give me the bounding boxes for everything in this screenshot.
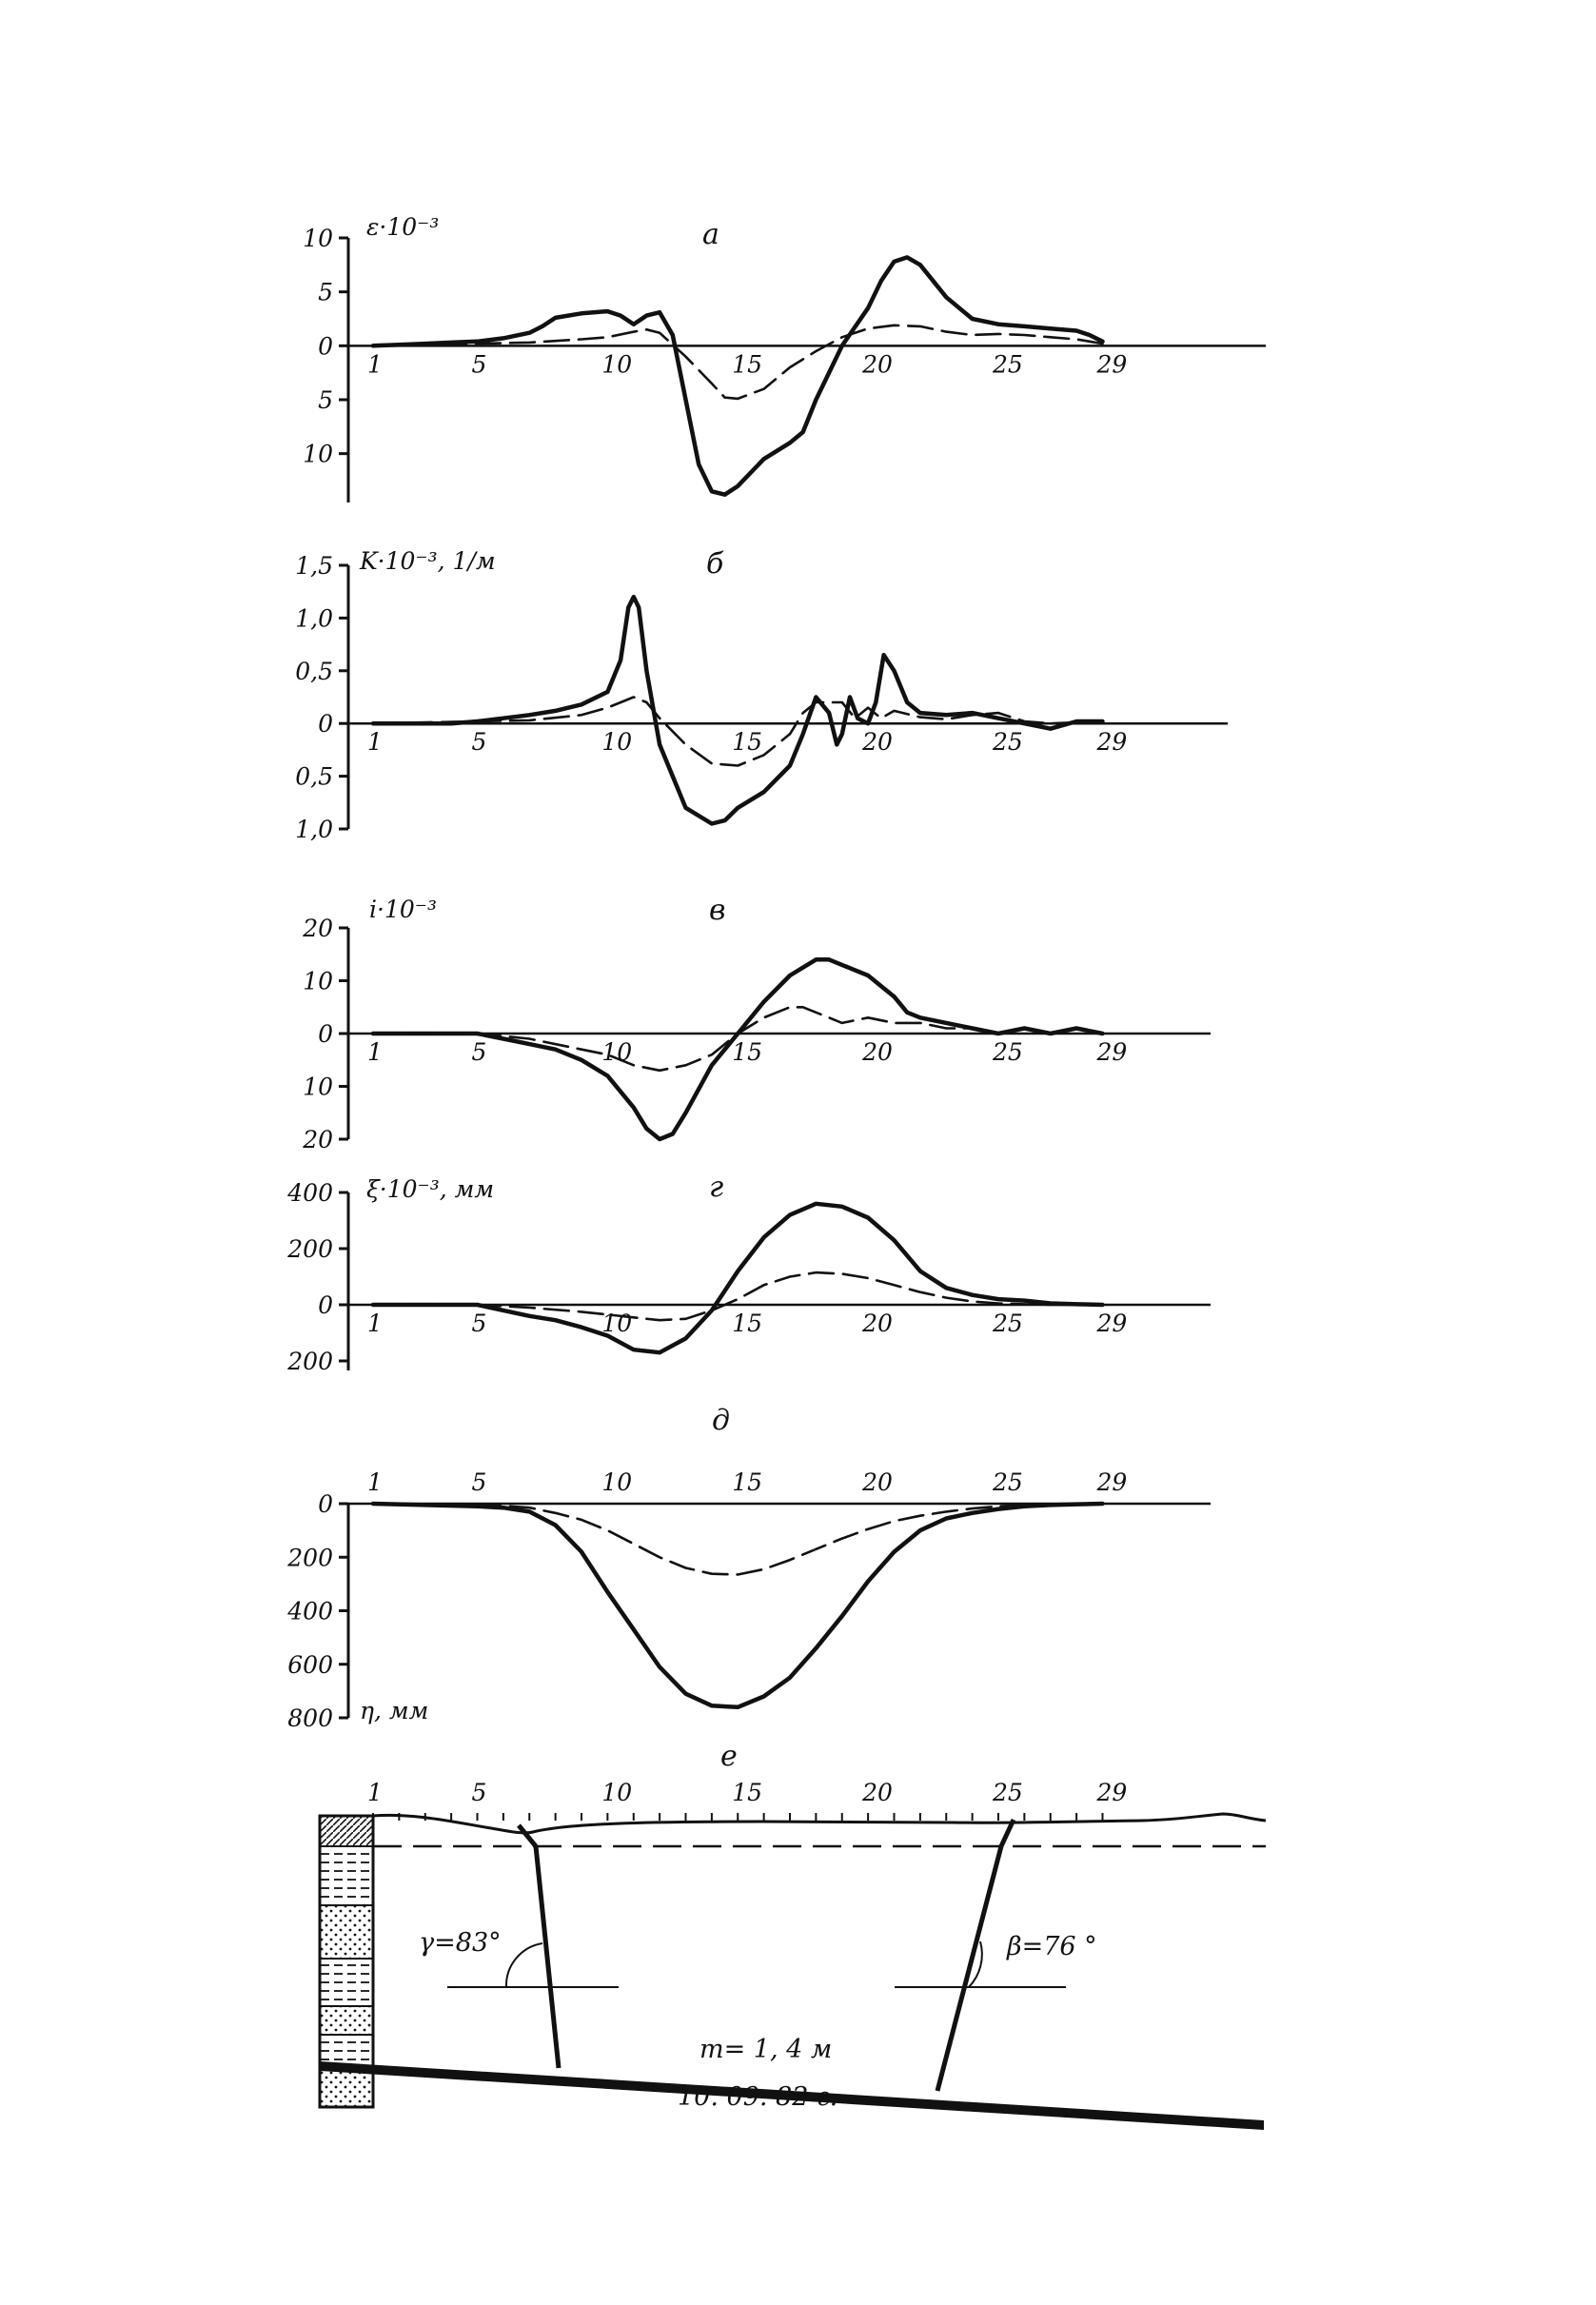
seam-thickness-label: m= 1, 4 м <box>699 2035 833 2064</box>
section-x-tick-label: 5 <box>471 1779 487 1806</box>
panel-g-ylabel: ξ·10⁻³, мм <box>366 1175 495 1203</box>
panel-d-series-solid <box>373 1504 1103 1707</box>
panel-v-x-tick-label: 5 <box>471 1038 487 1066</box>
panel-b-y-tick-label: 0 <box>318 710 333 739</box>
panel-a-x-tick-label: 29 <box>1096 350 1128 379</box>
panel-d-y-tick-label: 400 <box>287 1597 333 1625</box>
section-x-tick-label: 25 <box>993 1779 1023 1806</box>
panel-g-x-tick-label: 10 <box>601 1310 633 1337</box>
panel-g-x-tick-label: 29 <box>1096 1310 1128 1337</box>
boundary-line-right-lower <box>937 1846 1001 2091</box>
panel-a-ylabel: ε·10⁻³ <box>366 213 440 241</box>
panel-g-y-tick-label: 200 <box>287 1235 333 1263</box>
panel-d-ylabel: η, мм <box>360 1697 429 1724</box>
panel-v-x-tick-label: 29 <box>1096 1038 1128 1066</box>
panel-v-tilt-chart <box>302 894 1211 1153</box>
angle-arc-left <box>506 1943 542 1987</box>
ground-surface-line <box>373 1814 1266 1833</box>
panel-d-label: д <box>712 1404 731 1437</box>
section-x-tick-label: 10 <box>601 1779 633 1806</box>
panel-a-y-tick-label: 10 <box>303 440 333 468</box>
panel-g-label: г <box>709 1171 724 1204</box>
section-x-tick-label: 29 <box>1096 1779 1128 1806</box>
panel-d-series-dashed <box>373 1504 1103 1575</box>
angle-right-label: β=76 ° <box>1007 1932 1097 1961</box>
panel-g-x-tick-label: 15 <box>732 1310 763 1337</box>
panel-a-x-tick-label: 10 <box>601 350 633 379</box>
panel-v-x-tick-label: 25 <box>993 1038 1023 1066</box>
panel-v-y-tick-label: 10 <box>303 967 333 995</box>
panel-g-y-tick-label: 0 <box>318 1291 333 1319</box>
panel-d-x-tick-label: 15 <box>732 1468 763 1496</box>
panel-g-x-tick-label: 25 <box>993 1310 1023 1337</box>
panel-a-strain-chart <box>303 213 1266 502</box>
panel-a-y-tick-label: 10 <box>303 225 333 252</box>
panel-g-x-tick-label: 1 <box>367 1310 383 1337</box>
panel-d-y-tick-label: 800 <box>287 1704 333 1732</box>
panel-g-x-tick-label: 5 <box>471 1310 487 1337</box>
panel-d-x-tick-label: 25 <box>993 1468 1023 1496</box>
panel-b-label: б <box>706 547 724 581</box>
panel-d-y-tick-label: 200 <box>287 1544 333 1572</box>
panel-a-y-tick-label: 5 <box>318 278 333 306</box>
panel-b-x-tick-label: 10 <box>601 728 633 757</box>
panel-b-y-tick-label: 1,0 <box>295 816 333 843</box>
panel-v-x-tick-label: 1 <box>367 1038 383 1066</box>
panel-v-x-tick-label: 10 <box>601 1038 633 1066</box>
panel-g-horizontal-displacement-chart <box>286 1171 1211 1375</box>
panel-d-x-tick-label: 5 <box>471 1468 487 1496</box>
panel-d-x-tick-label: 10 <box>601 1468 633 1496</box>
section-tick-labels <box>367 1779 1127 1821</box>
panel-b-x-tick-label: 5 <box>471 728 487 757</box>
panel-v-label: в <box>709 894 726 927</box>
panel-a-label: а <box>702 218 719 251</box>
panel-a-x-tick-label: 15 <box>732 350 763 379</box>
panel-v-y-tick-label: 20 <box>303 915 333 942</box>
panel-v-y-tick-label: 0 <box>318 1020 333 1048</box>
panel-b-x-tick-label: 15 <box>732 728 763 757</box>
panel-d-x-tick-label: 20 <box>862 1468 893 1496</box>
date-label: 10. 09. 82 г. <box>678 2082 838 2112</box>
boundary-line-left <box>519 1825 536 1846</box>
panel-a-x-tick-label: 20 <box>862 350 893 379</box>
panel-d-x-tick-label: 29 <box>1096 1468 1128 1496</box>
panel-d-y-tick-label: 0 <box>318 1490 333 1518</box>
panel-a-y-tick-label: 0 <box>318 332 333 361</box>
angle-left-label: γ=83° <box>419 1928 502 1958</box>
panel-b-x-tick-label: 29 <box>1096 728 1128 757</box>
panel-v-y-tick-label: 20 <box>303 1126 333 1153</box>
panel-b-x-tick-label: 25 <box>993 728 1023 757</box>
panel-a-x-tick-label: 1 <box>367 350 383 379</box>
panel-b-y-tick-label: 0,5 <box>295 762 333 791</box>
panel-g-y-tick-label: 200 <box>287 1348 333 1375</box>
boundary-line-left-lower <box>536 1846 559 2068</box>
panel-b-y-tick-label: 1,0 <box>295 604 333 633</box>
panel-b-x-tick-label: 1 <box>367 728 383 757</box>
panel-b-y-tick-label: 0,5 <box>295 657 333 685</box>
panel-e-geological-section <box>320 1740 1266 2130</box>
panel-d-x-tick-label: 1 <box>367 1468 383 1496</box>
section-x-tick-label: 1 <box>367 1779 383 1806</box>
panel-a-y-tick-label: 5 <box>318 386 333 414</box>
panel-v-ylabel: i·10⁻³ <box>369 896 437 923</box>
panel-d-y-tick-label: 600 <box>287 1650 333 1679</box>
panel-b-y-tick-label: 1,5 <box>295 552 333 580</box>
panel-b-curvature-chart <box>295 547 1228 843</box>
panel-v-y-tick-label: 10 <box>303 1073 333 1101</box>
panel-g-y-tick-label: 400 <box>287 1179 333 1207</box>
panel-v-x-tick-label: 20 <box>862 1038 893 1066</box>
panel-v-series-dashed <box>373 1007 998 1071</box>
panel-b-x-tick-label: 20 <box>862 728 893 757</box>
panel-a-x-tick-label: 5 <box>471 350 487 379</box>
panel-g-x-tick-label: 20 <box>862 1310 893 1337</box>
panel-e-label: е <box>720 1740 738 1773</box>
section-x-tick-label: 20 <box>862 1779 893 1806</box>
panel-b-series-solid <box>373 597 1103 823</box>
panel-b-ylabel: K·10⁻³, 1/м <box>360 547 496 575</box>
panel-d-subsidence-chart <box>286 1404 1211 1732</box>
section-x-tick-label: 15 <box>732 1779 763 1806</box>
panel-a-x-tick-label: 25 <box>993 350 1023 379</box>
panel-v-x-tick-label: 15 <box>732 1038 763 1066</box>
